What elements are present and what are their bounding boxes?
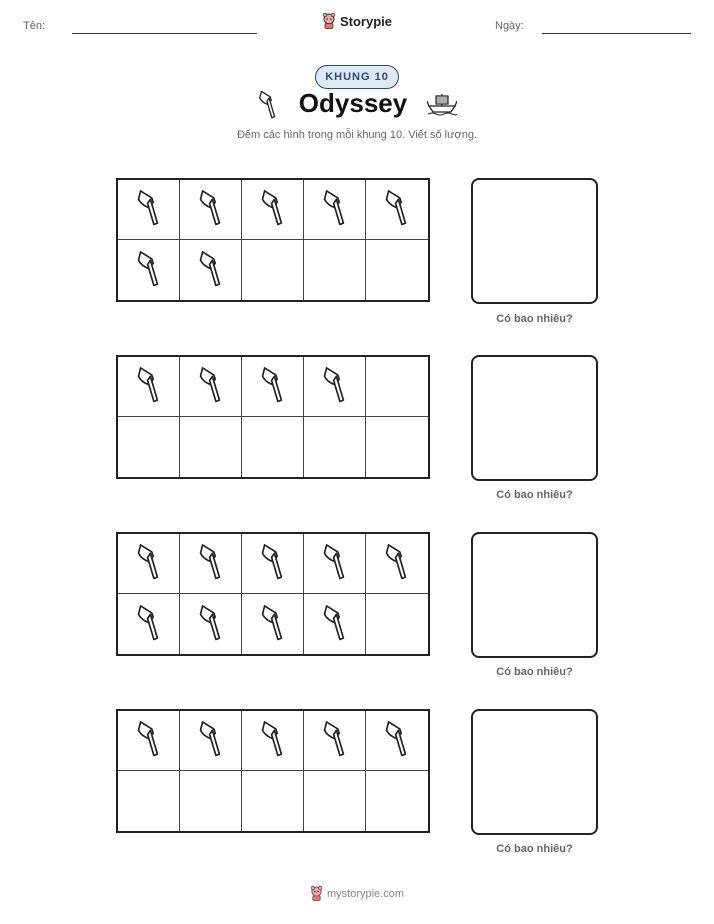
axe-icon xyxy=(197,539,225,588)
frame-cell xyxy=(304,771,366,831)
axe-icon xyxy=(259,716,287,765)
answer-label: Có bao nhiêu? xyxy=(496,843,573,855)
frame-cell xyxy=(180,594,242,654)
axe-icon xyxy=(197,716,225,765)
frame-cell xyxy=(118,771,180,831)
ten-frame xyxy=(116,709,430,833)
page-title: Odyssey xyxy=(298,88,408,118)
frame-cell xyxy=(118,180,180,240)
axe-icon xyxy=(259,600,287,649)
frame-cell xyxy=(366,417,428,477)
title-row xyxy=(0,88,714,119)
axe-icon xyxy=(383,539,411,588)
axe-icon xyxy=(321,185,349,234)
frame-cell xyxy=(118,240,180,300)
frame-cell xyxy=(304,534,366,594)
instructions: Đếm các hình trong mỗi khung 10. Viết số lượng. xyxy=(236,129,477,141)
mascot-icon xyxy=(310,886,323,901)
footer xyxy=(0,886,714,901)
axe-icon xyxy=(321,362,349,411)
frame-cell xyxy=(242,240,304,300)
name-line[interactable] xyxy=(72,33,257,34)
ten-frame xyxy=(116,355,430,479)
axe-icon xyxy=(135,539,163,588)
frame-cell xyxy=(366,180,428,240)
footer-url[interactable]: mystorypie.com xyxy=(326,887,405,900)
frame-cell xyxy=(366,357,428,417)
axe-icon xyxy=(383,185,411,234)
frame-cell xyxy=(118,357,180,417)
frame-cell xyxy=(180,417,242,477)
frame-cell xyxy=(180,180,242,240)
axe-icon xyxy=(197,362,225,411)
date-line[interactable] xyxy=(542,33,691,34)
brand-logo xyxy=(0,13,714,29)
answer-box[interactable] xyxy=(471,709,598,835)
frame-cell xyxy=(118,594,180,654)
axe-icon xyxy=(259,185,287,234)
axe-icon xyxy=(259,539,287,588)
frame-cell xyxy=(180,771,242,831)
frame-cell xyxy=(180,357,242,417)
frame-cell xyxy=(366,240,428,300)
date-label: Ngày: xyxy=(495,20,524,32)
ten-frame xyxy=(116,532,430,656)
frame-cell xyxy=(304,711,366,771)
mascot-icon xyxy=(322,13,336,29)
ten-frame xyxy=(116,178,430,302)
frame-cell xyxy=(366,771,428,831)
frame-cell xyxy=(118,417,180,477)
axe-icon xyxy=(321,539,349,588)
frame-cell xyxy=(242,711,304,771)
frame-cell xyxy=(304,180,366,240)
answer-label: Có bao nhiêu? xyxy=(496,313,573,325)
axe-icon xyxy=(257,89,279,119)
frame-cell xyxy=(366,594,428,654)
frame-cell xyxy=(242,417,304,477)
frame-cell xyxy=(180,534,242,594)
frame-cell xyxy=(180,240,242,300)
name-label: Tên: xyxy=(23,20,46,32)
frame-cell xyxy=(242,180,304,240)
frame-cell xyxy=(304,240,366,300)
answer-box[interactable] xyxy=(471,355,598,481)
frame-cell xyxy=(242,357,304,417)
frame-cell xyxy=(304,594,366,654)
frame-cell xyxy=(304,417,366,477)
axe-icon xyxy=(135,185,163,234)
axe-icon xyxy=(135,362,163,411)
frame-badge: KHUNG 10 xyxy=(315,65,399,89)
answer-label: Có bao nhiêu? xyxy=(496,489,573,501)
answer-box[interactable] xyxy=(471,532,598,658)
brand-name: Storypie xyxy=(339,13,392,29)
axe-icon xyxy=(197,246,225,295)
frame-cell xyxy=(366,711,428,771)
axe-icon xyxy=(135,716,163,765)
axe-icon xyxy=(135,246,163,295)
axe-icon xyxy=(197,600,225,649)
viking-ship-icon xyxy=(427,92,457,116)
frame-cell xyxy=(118,711,180,771)
answer-box[interactable] xyxy=(471,178,598,304)
frame-cell xyxy=(118,534,180,594)
axe-icon xyxy=(321,716,349,765)
axe-icon xyxy=(197,185,225,234)
axe-icon xyxy=(321,600,349,649)
frame-cell xyxy=(242,594,304,654)
frame-cell xyxy=(304,357,366,417)
frame-cell xyxy=(180,711,242,771)
axe-icon xyxy=(135,600,163,649)
frame-cell xyxy=(366,534,428,594)
frame-cell xyxy=(242,771,304,831)
frame-cell xyxy=(242,534,304,594)
axe-icon xyxy=(383,716,411,765)
axe-icon xyxy=(259,362,287,411)
answer-label: Có bao nhiêu? xyxy=(496,666,573,678)
